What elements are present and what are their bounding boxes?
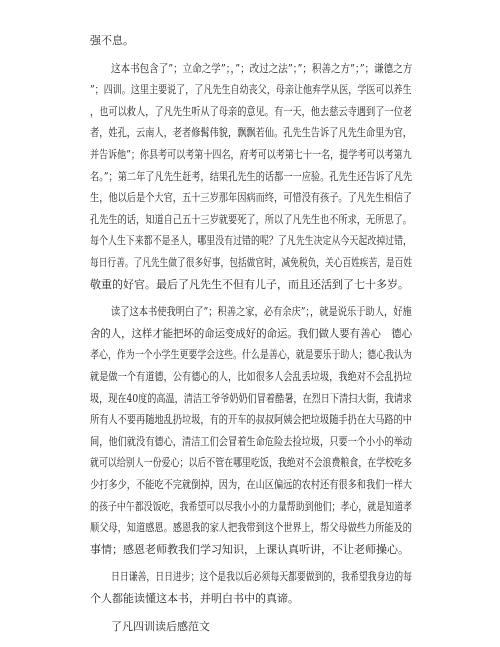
text-line: 圾，现在40度的高温，清洁工爷爷奶奶们冒着酷暑，在烈日下清扫大街，我请求 xyxy=(90,392,413,405)
text-line: 读了这本书使我明白了”；积善之家，必有余庆”；，就是说乐于助人，好施 xyxy=(111,305,412,318)
text-line: ”；四训。这里主要说了，了凡先生自幼丧父，母亲让他弃学从医，学医可以养生 xyxy=(90,83,412,96)
text-line: 每日行善。了凡先生做了很多好事，包括做官时，减免税负，关心百姓疾苦，是百姓 xyxy=(90,256,413,269)
text-line: 敬重的好官。最后了凡先生不但有儿子，而且还活到了七十多岁。 xyxy=(90,278,409,291)
text-line: 孝心，作为一个小学生更要学会这些。什么是善心，就是要乐于助人；德心我认为 xyxy=(90,348,412,361)
text-line: 所有人不要再随地乱扔垃圾，有的开车的叔叔阿姨会把垃圾随手扔在大马路的中 xyxy=(90,413,413,426)
text-line: 舍的人，这样才能把坏的命运变成好的命运。我们做人要有善心 德心 xyxy=(90,327,413,340)
text-line: 这本书包含了”；立命之学”；，”；改过之法”；”；积善之方”；”；谦德之方 xyxy=(111,62,413,75)
text-line: 并告诉他”；你县考可以考第十四名，府考可以考第七十一名，提学考可以考第九 xyxy=(90,148,412,161)
text-line: 每个人生下来都不是圣人，哪里没有过错的呢？了凡先生决定从今天起改掉过错， xyxy=(90,234,412,247)
text-line: 强不息。 xyxy=(90,34,134,47)
text-line: 者，姓孔，云南人，老者修髯伟貌，飘飘若仙。孔先生告诉了凡先生命里为官， xyxy=(90,126,413,139)
text-line: 日日谦善，日日进步；这个是我以后必须每天都要做到的，我希望我身边的每 xyxy=(111,570,412,583)
text-line: 个人都能读懂这本书，并明白书中的真谛。 xyxy=(90,592,299,605)
section-heading: 了凡四训读后感范文 xyxy=(111,620,210,633)
text-line: 的孩子中午都没饭吃，我希望可以尽我小小的力量帮助到他们；孝心，就是知道孝 xyxy=(90,500,412,513)
text-line: 孔先生的话，知道自己五十三岁就要死了，所以了凡先生也不所求，无所思了。 xyxy=(90,213,413,226)
text-line: 就是做一个有道德，公有德心的人，比如很多人会乱丢垃圾，我绝对不会乱扔垃 xyxy=(90,370,413,383)
text-line: ，也可以救人，了凡先生听从了母亲的意见。有一天，他去慈云寺遇到了一位老 xyxy=(90,105,413,118)
text-line: 事情；感恩老师教我们学习知识，上课认真听讲，不让老师操心。 xyxy=(90,543,409,556)
text-line: 顺父母，知道感恩。感恩我的家人把我带到这个世界上，帮父母做些力所能及的 xyxy=(90,521,413,534)
text-line: 间，他们就没有德心，清洁工们会冒着生命危险去捡垃圾，只要一个小小的举动 xyxy=(90,435,413,448)
text-line: 生，他以后是个大官，五十三岁那年因病而终，可惜没有孩子。了凡先生相信了 xyxy=(90,191,413,204)
text-line: 少打多少，不能吃不完就倒掉，因为，在山区偏远的农村还有很多和我们一样大 xyxy=(90,478,413,491)
text-line: 名。”；第二年了凡先生赶考，结果孔先生的话都一一应验。孔先生还告诉了凡先 xyxy=(90,170,413,183)
text-line: 就可以给别人一份爱心；以后不管在哪里吃饭，我绝对不会浪费粮食，在学校吃多 xyxy=(90,456,412,469)
